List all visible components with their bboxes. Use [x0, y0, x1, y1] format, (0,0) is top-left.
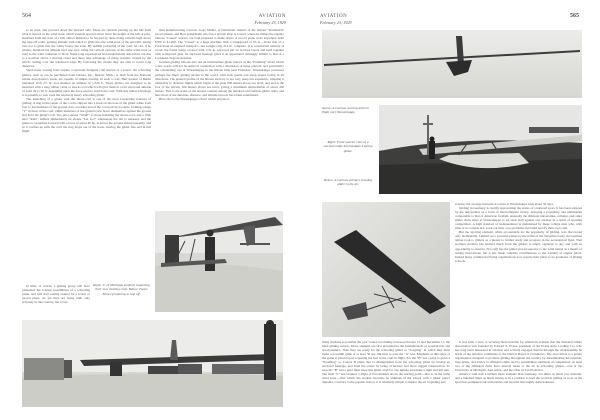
left-column-1-tail [22, 284, 90, 314]
masthead-left [236, 14, 286, 25]
caption-right: Right: Front quarter view of a German made intermediate training glider. [323, 140, 373, 153]
caption-above: Above: A German soaring artist in flight over Wasserkuppe. [322, 106, 370, 115]
paragraph: soaring, the average instruction course at Wasserkuppe lasts about 30 days. [455, 202, 554, 206]
masthead-title: AVIATION [258, 14, 286, 19]
primary-glider-image [322, 202, 450, 337]
caption-michigan: Right: U. of Michigan students inspecting their new training craft. Below: Fance Brown preparing to hop off. [93, 283, 150, 296]
intermediate-glider-image [379, 105, 582, 194]
glider-launch-image [22, 320, 283, 407]
masthead-date: February 23, 1929 [254, 19, 286, 25]
paragraph: many students as possible the year 'round, but mainly between October 15 and December 15, the ideal gliding season. These students are first grounded in the fundamentals of construction and aerodynamics. Then they are ready for the schooling glider or "Zoegling" in which they must make a downhill glide of at least 30 sec. duration to pass the "A" test. Emphasis at this stage of the game is placed upon acquiring the feel of the craft in flight. For the "B" test a pilot is given a "Pruefling" or Course B plane that is distinguished from the schooling plane by having an enclosed fuselage, and from the soarer by being of heavier and more rugged construction. To pass his "B" test a pilot must keep this glider aloft for one minute and make a right and left turn. The final "C" test requires a flight of five minutes above the starting point—that is, in the same wind zone—after which the student becomes an alumnus of the school with a glider pilot's diploma. Contrary to the popular notion, it is relatively simple to master the art of gliding and [322, 340, 450, 385]
photo-primary-glider [322, 202, 450, 337]
photo-soaring-glider [322, 30, 582, 98]
paragraph: Spectacular soaring feats require a specially designed craft known as a soarer, but schooling gliders, such as can be purchased from Gliders, Inc., Detroit, Mich., or built from the National Glider Association's plans, are capable of simple soaring. In such a craft, Herr Kruase of Berlin remained aloft 2½ hr. and attained an altitude of 1,330 ft. These gliders are designed to be launched with a long rubber cable or shock-cord which will give them in a fair wind and altitude of from 20 to 30 ft. depending upon the force used to stretch the cord. With this initial advantage it is possible to soar even the relatively heavy schooling glider. [22, 68, 151, 97]
paragraph: America with half a million more students than Germany, ten times as much raw material, and a hundred times as much money is in a position to lead the world in gliding as soon as the sport has permeated our universities and become thoroughly Americanized. [455, 372, 582, 385]
photo-launch [22, 320, 283, 407]
soaring-glider-image [322, 30, 582, 98]
paragraph: In time, of course, a gliding group will have exhausted the soaring possibilities of a schooling plane, and will start casting around for a soarer or record plane. As yet they are being built only privately in this country, but a Ger- [22, 284, 90, 305]
paragraph: man manufacturing concern, Gogo Muller, at Darmstadt, makers of the famous "Darmstadt" record planes, and Herr Ackermann who has a private shop at Cassel, where he makes the equally famous "Cassel" soarers, are both prepared to make offers. A record plane costs anywhere from $700 to $1,200. The "Cassel" is a huge machine with a wingspread of 63 ft.—about that of a Ford-Stout tri-engined transport—but weighs only 214 lb. complete. It is constructed entirely of wood, the frame being covered with 1/32 in. plywood put on in three layers and held together with waterproof glue. Its enclosed fuselage gives it an appearance strikingly similar to that of a Lockheed-Vega monoplane. [155, 28, 284, 61]
paragraph: It was with a view to securing these benefits for American aviation that the National Glider Association was founded by Edward S. Evans, president of the Evans Auto Loading Co., who has long been interested in aviation and actively engaged therein through the chairmanship he holds of the Aviation committee of the Detroit Board of Commerce. The association is a parent organization designed to promote gliding throughout the country by disseminating information, blue-prints, and advice to affiliated clubs, and by establishing standards of competition. At least two of the affiliated clubs have already taken to the air in schooling gliders—one at the University of Michigan, Ann Arbor, and the other in San Francisco. [455, 340, 582, 373]
left-column-1 [22, 28, 151, 284]
masthead-right [320, 14, 352, 25]
left-column-2 [155, 28, 284, 206]
paragraph: Gliding in Germany is rapidly approaching the status of a national sport. It has been adopted by the universities as a form of intercollegiate rivalry, enjoying a popularity and enthusiasm comparable to that of American football. Annually the different universities, colleges, and other glider clubs meet at Wasserkuppe to pit their skill against one another in a spirit of sporting competition. A high standard of independence is maintained by these college men who, with little or no outside aid, work out their own problems and build and fly their own craft. [455, 206, 582, 231]
right-column-bottom-left [322, 340, 450, 410]
right-column-bottom-right [455, 340, 582, 410]
paragraph: to its crest, and proceed down the leeward side. These air currents passing up the hill form what is known as the wind zone, which extends upward about twice the height of the hill. A pilot, launched from the crest of a hill, allows himself to be buoyed by these rising currents high above the take-off point, gaining altitude with which to glide into the wind zone of the next hill, taking care not to glide into the valley below the zone. By skillful jockeying of the craft, he can, if he wishes, maintain his altitude over one spot, using the vertical currents of the same wind zone as long as the wind continues to blow. Some long experienced and exceptionally able pilots can rise to a position above a moving cloud and there take advantage of rising currents created by the wind's curling over the windward edge. By following the clouds they are able to travel long distances. [22, 28, 151, 69]
masthead-title: AVIATION [320, 14, 348, 19]
photo-michigan-glider [155, 211, 283, 312]
masthead-date: February 23, 1929 [320, 19, 352, 25]
page-number-left: 564 [22, 13, 31, 19]
caption-below: Below: A German primary training glider in the air. [324, 178, 372, 187]
photo-intermediate-glider [379, 105, 582, 194]
right-column-upper [455, 202, 582, 338]
paragraph: Here also is the Wasserkuppe school which enrolls as [159, 96, 230, 101]
page-number-right: 565 [570, 13, 579, 19]
paragraph: But the sporting element, while accountable for the popularity of gliding, was discovered only incidentally. Limited as to powered planes by the terms of the Versailles treaty, the German nation took to gliders as a means to further study and progress in the aeronautical field. That German aviation has learned much from the gliders is amply apparent to any one with an opportunity to observe. Not only has the glider proved superior to the wind tunnel as a means of testing innovations, but it has made valuable contributions to the training of engine pilots. Indeed many commercial flying organizations now require their pilots to be graduates of gliding schools. [455, 230, 582, 263]
paragraph: The launching of a glider with the shock-cord is one of the most fascinating features of gliding. A ring in the center of the cord is slipped into a hook on the nose of the glider while from four to ten members of the ground crew on either end of the cord pull up its slack, forming a huge "V" in front of the craft. Other members of the ground crew brace themselves against the ground and hold the glider's tail. The pilot shouts "Walk!" to those handling the shock-cord, and a little later "Run!" Almost immediately he shouts "Let Go!" whereupon the tail is released, and the glider is catapulted forward with a force of about 40 hp. It leaves the ground almost instantly, and as it catches up with the cord the ring drops out of the hook, leaving the glider free and in full flight. [22, 96, 151, 134]
paragraph: German gliding schools also use an intermediate glider known as the "Pruefling" about which a few words will not be amiss in connection with a discussion of these schools, and particularly the outstanding one at Wasserkuppe in the Rhoen hills near Frankfort. Wasserkuppe possesses perhaps the finest gliding terrain in the world, with both gentle and steep slopes facing in all directions. The general profile of the Rhoen territory is not very steep but expansive, adapting it admirably to distance flights which begin at the peak 938 meters above sea level, and end at the foot of the terrain, 500 meters above sea level, giving a maximum denivellation of about 430 meters. This is the scene of the annual contests among the hundred odd German glider clubs, and here most of the duration, distance, and altitude records have been established. [155, 60, 284, 97]
glider-on-snow-image [155, 211, 283, 312]
